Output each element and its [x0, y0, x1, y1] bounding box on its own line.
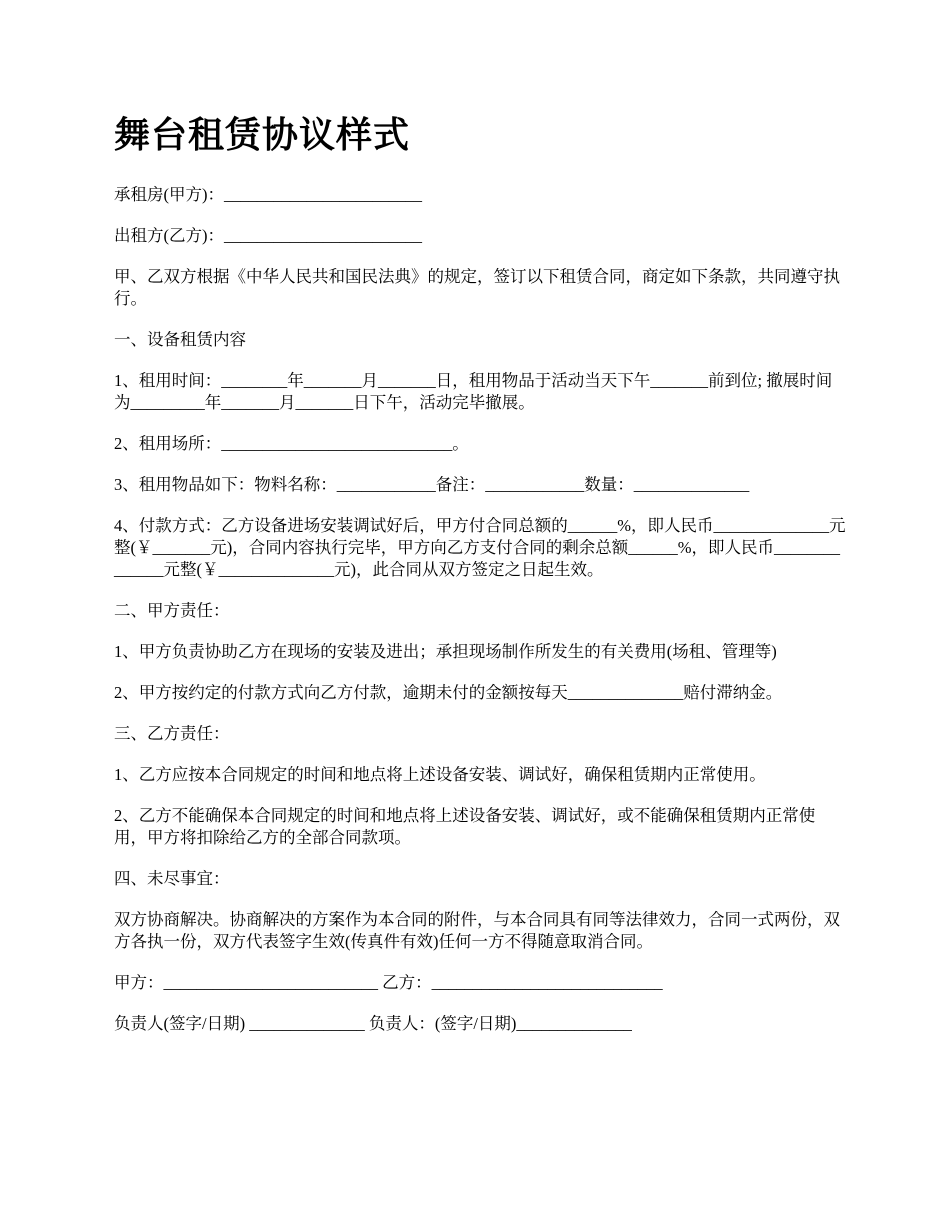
clause-rental-time: 1、租用时间：________年_______月_______日，租用物品于活动当天下午_______前到位; 撤展时间为_________年_______月_______日下午，活动完毕撤展。	[114, 371, 833, 412]
preamble-paragraph: 甲、乙双方根据《中华人民共和国民法典》的规定，签订以下租赁合同，商定如下条款，共同遵守执行。	[114, 267, 840, 308]
section-heading-misc: 四、未尽事宜：	[114, 869, 230, 888]
clause-party-b-1: 1、乙方应按本合同规定的时间和地点将上述设备安装、调试好，确保租赁期内正常使用。	[114, 765, 766, 784]
clause-party-a-1: 1、甲方负责协助乙方在现场的安装及进出；承担现场制作所发生的有关费用(场租、管理等)	[114, 642, 777, 661]
section-heading-equipment: 一、设备租赁内容	[114, 330, 246, 349]
clause-misc: 双方协商解决。协商解决的方案作为本合同的附件，与本合同具有同等法律效力，合同一式两份，双方各执一份，双方代表签字生效(传真件有效)任何一方不得随意取消合同。	[114, 910, 840, 951]
signature-representatives-line: 负责人(签字/日期) ______________ 负责人：(签字/日期)______________	[114, 1014, 632, 1033]
party-b-line: 出租方(乙方)：________________________	[114, 226, 422, 245]
clause-payment-method: 4、付款方式：乙方设备进场安装调试好后，甲方付合同总额的______%，即人民币______________元整(￥_______元)，合同内容执行完毕，甲方向乙方支付合同的剩余总额______%，即人民币______________元整(￥______________元)，此合同从双方签定之日起生效。	[114, 516, 846, 579]
clause-party-b-2: 2、乙方不能确保本合同规定的时间和地点将上述设备安装、调试好，或不能确保租赁期内正常使用，甲方将扣除给乙方的全部合同款项。	[114, 806, 816, 847]
clause-rental-items: 3、租用物品如下：物料名称：____________备注：____________数量：______________	[114, 475, 750, 494]
section-heading-party-a: 二、甲方责任：	[114, 601, 230, 620]
document-title: 舞台租赁协议样式	[114, 115, 411, 156]
document-page	[114, 110, 846, 1054]
clause-rental-venue: 2、租用场所：____________________________。	[114, 434, 469, 453]
signature-parties-line: 甲方：__________________________ 乙方：____________________________	[114, 973, 663, 992]
party-a-line: 承租房(甲方)：________________________	[114, 185, 422, 204]
section-heading-party-b: 三、乙方责任：	[114, 724, 230, 743]
clause-party-a-2: 2、甲方按约定的付款方式向乙方付款，逾期未付的金额按每天______________赔付滞纳金。	[114, 683, 783, 702]
